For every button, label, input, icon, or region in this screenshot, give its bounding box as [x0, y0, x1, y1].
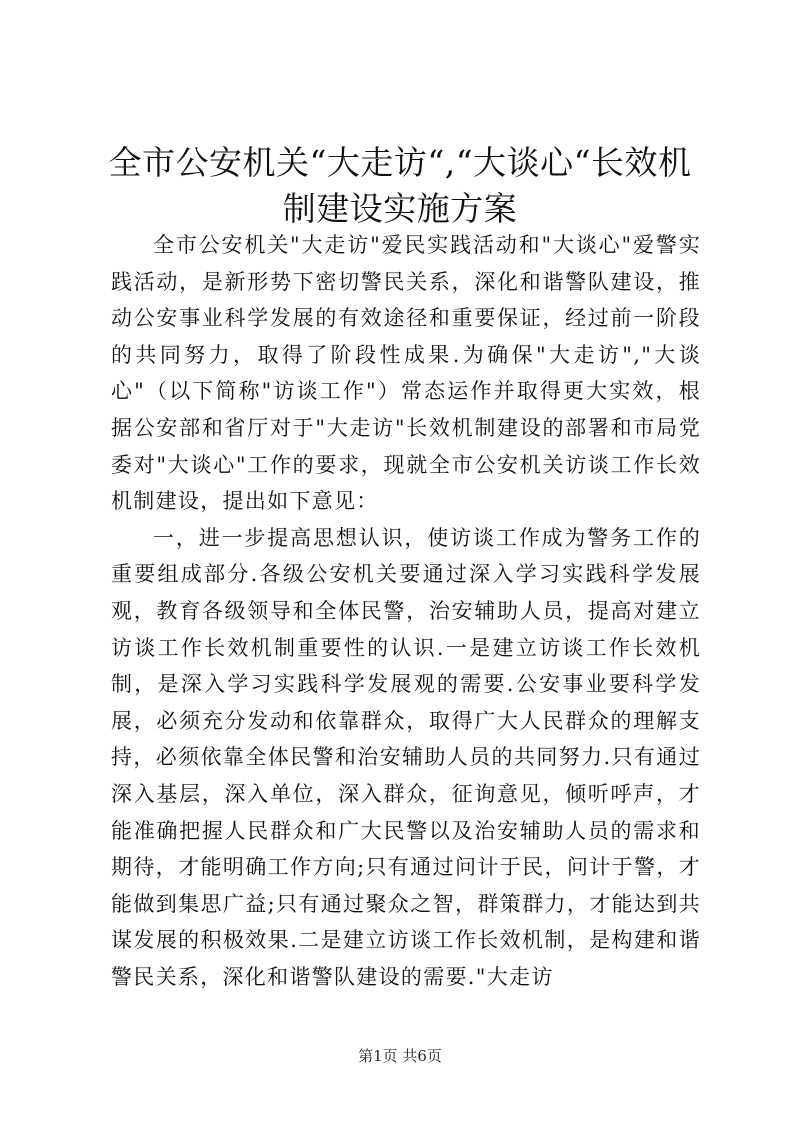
paragraph-section-one: 一，进一步提高思想认识，使访谈工作成为警务工作的重要组成部分.各级公安机关要通过深入学习实践科学发展观，教育各级领导和全体民警，治安辅助人员，提高对建立访谈工作长效机制重要性的认识.一是建立访谈工作长效机制，是深入学习实践科学发展观的需要.公安事业要科学发展，必须充分发动和依靠群众，取得广大人民群众的理解支持，必须依靠全体民警和治安辅助人员的共同努力.只有通过深入基层，深入单位，深入群众，征询意见，倾听呼声，才能准确把握人民群众和广大民警以及治安辅助人员的需求和期待，才能明确工作方向;只有通过问计于民，问计于警，才能做到集思广益;只有通过聚众之智，群策群力，才能达到共谋发展的积极效果.二是建立访谈工作长效机制，是构建和谐警民关系，深化和谐警队建设的需要."大走访: [111, 525, 701, 989]
page-footer: 第1页 共6页: [358, 1047, 442, 1065]
document-title: 全市公安机关“大走访“,“大谈心“长效机制建设实施方案: [108, 143, 692, 228]
paragraph-intro: 全市公安机关"大走访"爱民实践活动和"大谈心"爱警实践活动，是新形势下密切警民关系，深化和谐警队建设，推动公安事业科学发展的有效途径和重要保证，经过前一阶段的共同努力，取得了阶段性成果.为确保"大走访","大谈心"（以下简称"访谈工作"）常态运作并取得更大实效，根据公安部和省厅对于"大走访"长效机制建设的部署和市局党委对"大谈心"工作的要求，现就全市公安机关访谈工作长效机制建设，提出如下意见：: [111, 233, 701, 514]
document-body: [111, 227, 701, 995]
